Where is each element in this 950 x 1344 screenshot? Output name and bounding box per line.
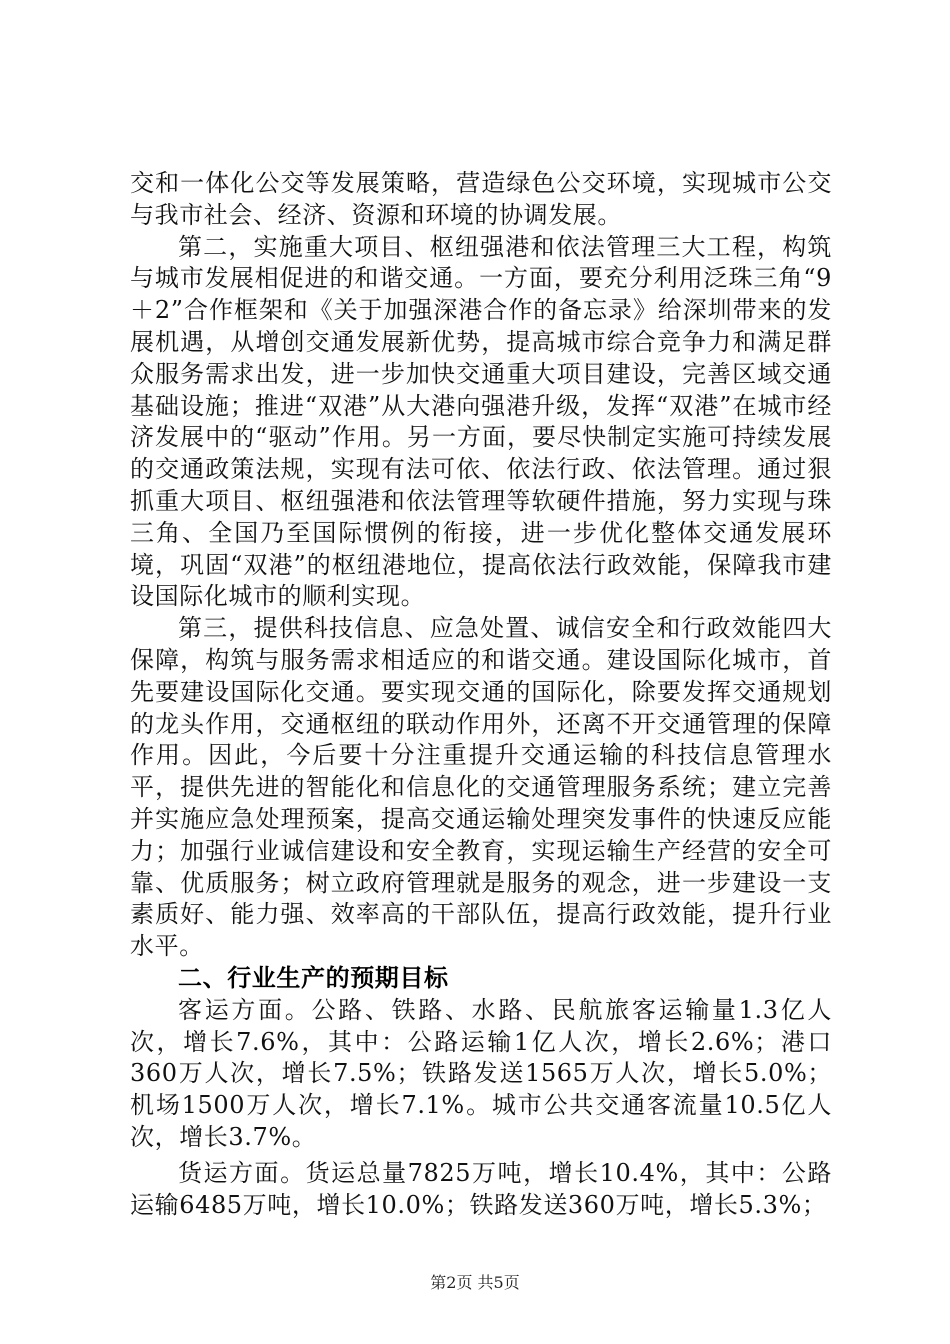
paragraph-passenger: 客运方面。公路、铁路、水路、民航旅客运输量1.3亿人次，增长7.6%，其中：公路运输1亿人次，增长2.6%；港口360万人次，增长7.5%；铁路发送1565万人次，增长5.0%；机场1500万人次，增长7.1%。城市公共交通客流量10.5亿人次，增长3.7%。 [130,995,832,1151]
section-heading: 二、行业生产的预期目标 [178,963,449,992]
body-text [130,168,832,1221]
page-number: 第2页 共5页 [430,1273,520,1292]
paragraph-third: 第三，提供科技信息、应急处置、诚信安全和行政效能四大保障，构筑与服务需求相适应的和谐交通。建设国际化城市，首先要建设国际化交通。要实现交通的国际化，除要发挥交通规划的龙头作用，交通枢纽的联动作用外，还离不开交通管理的保障作用。因此，今后要十分注重提升交通运输的科技信息管理水平，提供先进的智能化和信息化的交通管理服务系统；建立完善并实施应急处理预案，提高交通运输处理突发事件的快速反应能力；加强行业诚信建设和安全教育，实现运输生产经营的安全可靠、优质服务；树立政府管理就是服务的观念，进一步建设一支素质好、能力强、效率高的干部队伍，提高行政效能，提升行业水平。 [130,614,832,961]
paragraph-continuation: 交和一体化公交等发展策略，营造绿色公交环境，实现城市公交与我市社会、经济、资源和环境的协调发展。 [130,169,832,229]
paragraph-second: 第二，实施重大项目、枢纽强港和依法管理三大工程，构筑与城市发展相促进的和谐交通。一方面，要充分利用泛珠三角“9＋2”合作框架和《关于加强深港合作的备忘录》给深圳带来的发展机遇，从增创交通发展新优势，提高城市综合竞争力和满足群众服务需求出发，进一步加快交通重大项目建设，完善区域交通基础设施；推进“双港”从大港向强港升级，发挥“双港”在城市经济发展中的“驱动”作用。另一方面，要尽快制定实施可持续发展的交通政策法规，实现有法可依、依法行政、依法管理。通过狠抓重大项目、枢纽强港和依法管理等软硬件措施，努力实现与珠三角、全国乃至国际惯例的衔接，进一步优化整体交通发展环境，巩固“双港”的枢纽港地位，提高依法行政效能，保障我市建设国际化城市的顺利实现。 [130,232,832,611]
paragraph-freight: 货运方面。货运总量7825万吨，增长10.4%，其中：公路运输6485万吨，增长10.0%；铁路发送360万吨，增长5.3%； [130,1158,832,1219]
